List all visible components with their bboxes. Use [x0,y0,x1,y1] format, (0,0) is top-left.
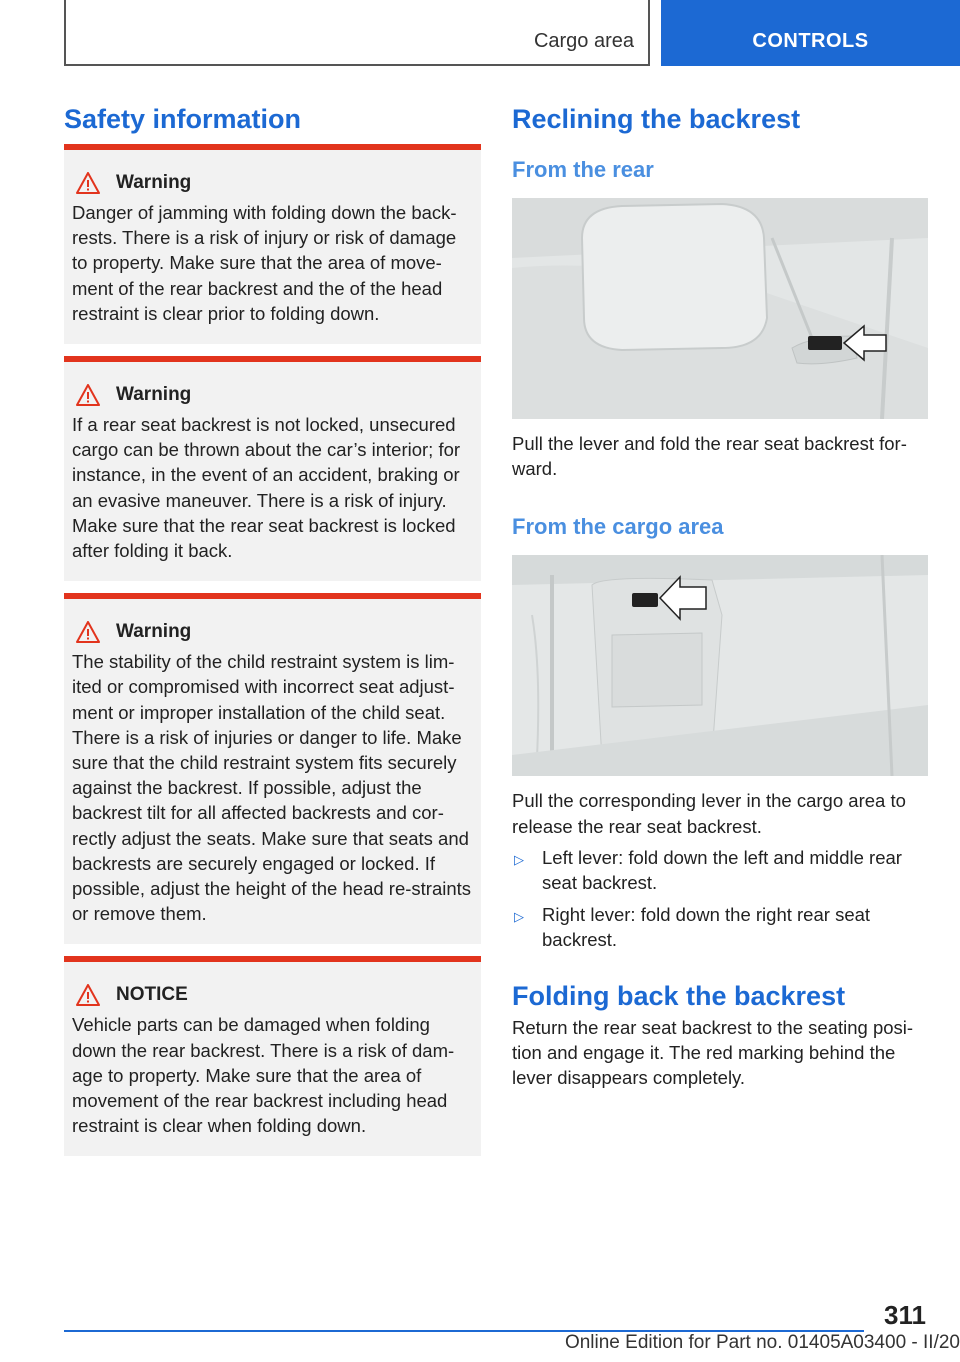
warning-text: If a rear seat backrest is not locked, unsecured cargo can be thrown about the car’s interior; for instance, in the event of an accident, braking or an evasive maneuver. There is a risk of injury. Make sure that the rear seat backrest is locked after folding it back. [72,414,461,562]
safety-info-heading: Safety information [64,104,302,134]
left-column [64,100,481,1168]
warning-text: Danger of jamming with folding down the back-rests. There is a risk of injury or risk of damage to property. Make sure that the area of move-ment of the rear backrest and the of the head restraint is clear prior to folding down. [72,202,457,324]
warning-triangle-icon [76,384,100,406]
page-number: 311 [884,1300,926,1330]
warning-title: Warning [116,172,192,193]
lever-list [512,845,928,953]
list-item: ▷ Left lever: fold down the left and middle rear seat backrest. [514,846,902,894]
warning-triangle-icon [76,984,100,1006]
bullet-triangle-icon: ▷ [514,909,524,925]
warning-title: Warning [116,621,192,643]
header-section-title: Cargo area [533,30,634,52]
from-cargo-caption: Pull the corresponding lever in the cargo area to release the rear seat backrest. [512,790,906,837]
warning-text: The stability of the child restraint system is lim-ited or compromised with incorrect seat adjust-ment or improper installation of the child seat. There is a risk of injuries or danger to life. Make sure that the child restraint system fits securely against the backrest. If possible, adjust the backrest tilt for all affected backrests and cor-rectly adjust the seats. Make sure that seats and backrests are securely engaged or locked. If possible, adjust the height of the head re-straints or remove them. [72,651,472,925]
header-chapter-label: CONTROLS [752,30,869,52]
notice-box [64,956,481,1156]
folding-back-text: Return the rear seat backrest to the seating posi-tion and engage it. The red marking behind the lever disappears completely. [512,1016,914,1089]
folding-back-heading: Folding back the backrest [512,980,846,1011]
warning-title: Warning [116,384,192,406]
warning-box-2 [64,356,481,581]
right-column [512,100,928,1090]
header-chapter-tab[interactable] [661,0,960,66]
from-rear-caption: Pull the lever and fold the rear seat backrest for-ward. [512,433,907,480]
notice-text: Vehicle parts can be damaged when folding down the rear backrest. There is a risk of dam-age to property. Make sure that the area of movement of the rear backrest including head restraint is clear when folding down. [72,1014,455,1137]
footer-edition: Online Edition for Part no. 01405A03400 - II/20 [564,1332,960,1353]
cargo-lever-photo [512,555,928,776]
warning-triangle-icon [76,172,100,194]
warning-triangle-icon [76,621,100,643]
rear-seat-lever-photo [512,198,928,419]
bullet-triangle-icon: ▷ [514,851,524,867]
from-cargo-subheading: From the cargo area [512,514,724,540]
cargo-area-illustration [512,555,928,776]
warning-box-3 [64,593,481,944]
from-rear-subheading: From the rear [512,157,654,182]
list-item: ▷ Right lever: fold down the right rear seat backrest. [514,904,871,951]
header-section-box [64,0,650,66]
warning-box-1 [64,144,481,344]
seat-headrest-illustration [512,198,928,419]
notice-title: NOTICE [116,984,188,1006]
reclining-heading: Reclining the backrest [512,104,801,134]
